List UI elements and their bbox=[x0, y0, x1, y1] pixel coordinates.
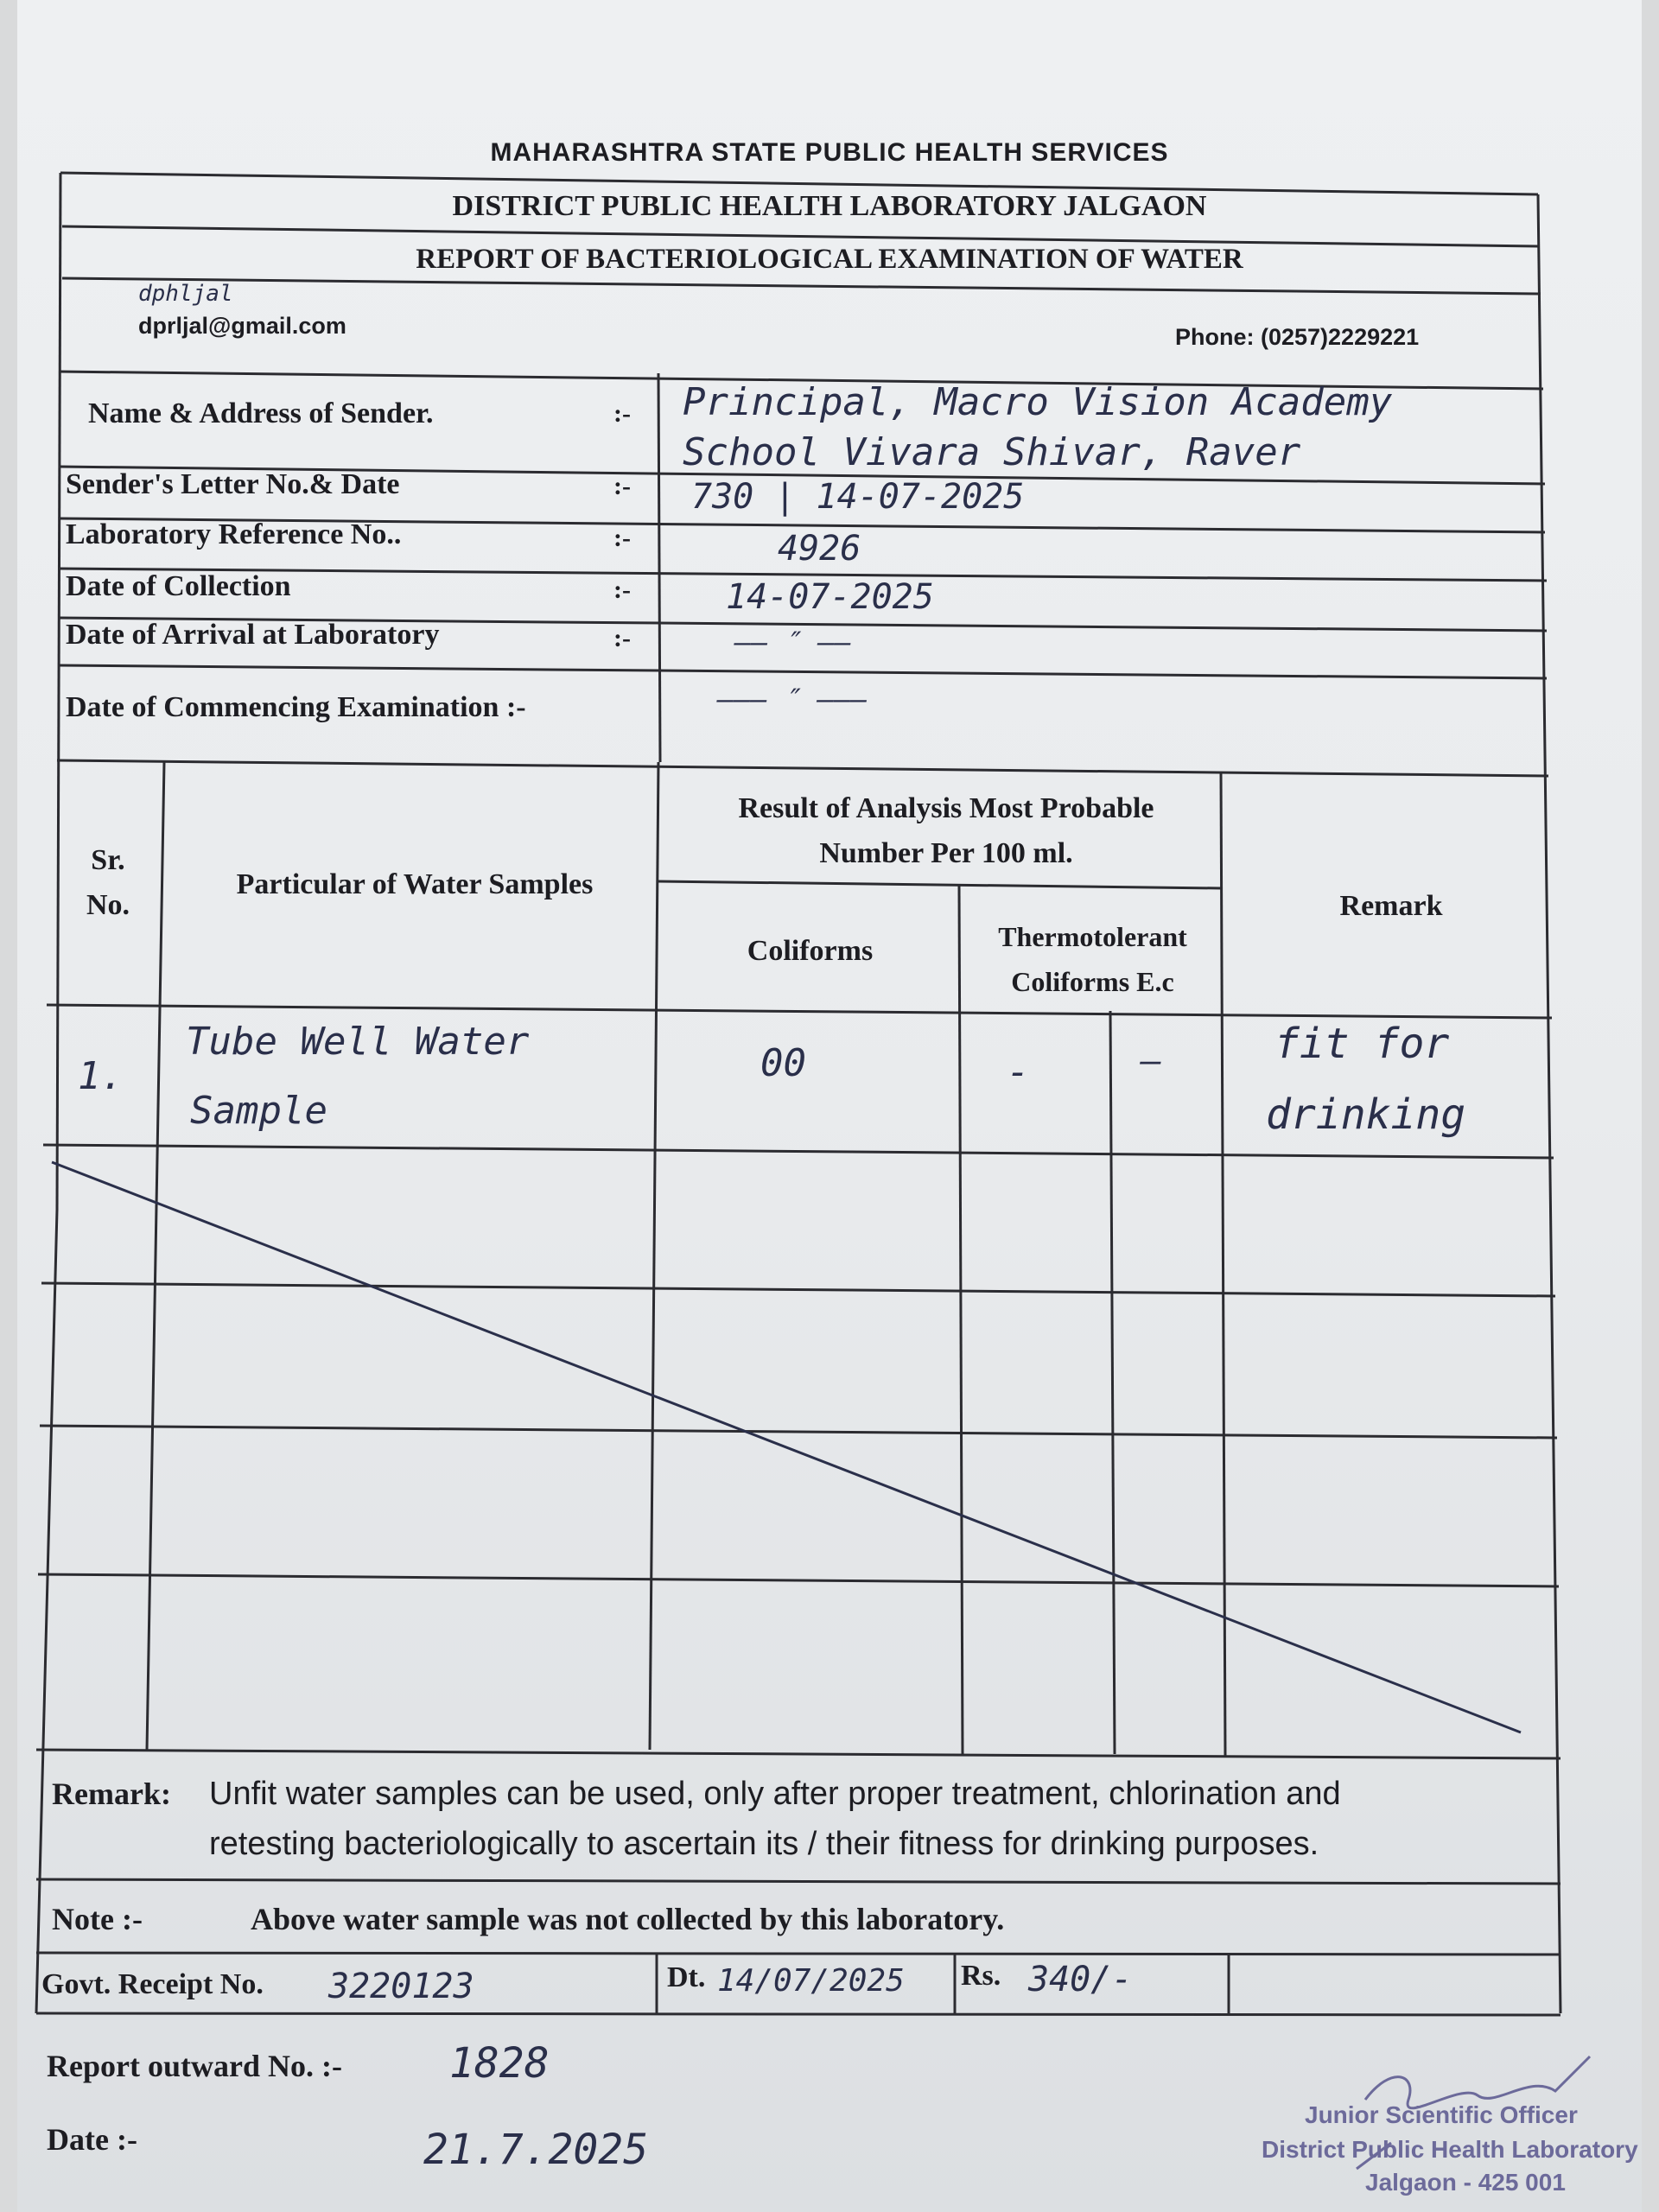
lab-ref-value: 4926 bbox=[778, 529, 861, 569]
handwritten-tag: dphljal bbox=[138, 281, 233, 307]
email-text: dprljal@gmail.com bbox=[138, 313, 346, 339]
note-label: Note :- bbox=[52, 1902, 143, 1936]
receipt-value: 3220123 bbox=[328, 1967, 474, 2006]
row1-particular-line1: Tube Well Water bbox=[186, 1020, 530, 1064]
stamp-line2: District Public Health Laboratory bbox=[1262, 2136, 1638, 2163]
commencing-label: Date of Commencing Examination :- bbox=[66, 691, 526, 723]
letter-value: 730 | 14-07-2025 bbox=[691, 477, 1025, 517]
row1-particular-line2: Sample bbox=[190, 1089, 327, 1133]
col-sr: Sr. bbox=[91, 844, 125, 876]
date-label: Date :- bbox=[47, 2122, 137, 2157]
receipt-amount-value: 340/- bbox=[1028, 1960, 1133, 1999]
col-result-line1: Result of Analysis Most Probable bbox=[738, 792, 1154, 824]
sender-label: Name & Address of Sender. bbox=[88, 397, 434, 429]
outward-label: Report outward No. :- bbox=[47, 2049, 342, 2083]
row1-remark-line2: drinking bbox=[1266, 1090, 1466, 1139]
receipt-date-value: 14/07/2025 bbox=[717, 1963, 905, 1999]
arrival-value: —— ″ —— bbox=[734, 626, 851, 658]
row1-ecoli: — bbox=[1141, 1041, 1162, 1081]
collection-sep: :- bbox=[613, 575, 631, 604]
letter-sep: :- bbox=[613, 472, 631, 500]
row1-thermo: - bbox=[1007, 1050, 1030, 1094]
remark-line1: Unfit water samples can be used, only after proper treatment, chlorination and bbox=[209, 1776, 1341, 1812]
col-thermo bbox=[961, 914, 1224, 1004]
col-particular: Particular of Water Samples bbox=[236, 868, 594, 900]
col-thermo-line1: Thermotolerant bbox=[998, 921, 1187, 952]
arrival-sep: :- bbox=[613, 624, 631, 652]
sender-value-line1: Principal, Macro Vision Academy bbox=[683, 380, 1393, 424]
lab-name: DISTRICT PUBLIC HEALTH LABORATORY JALGAON bbox=[452, 190, 1207, 222]
arrival-label: Date of Arrival at Laboratory bbox=[66, 619, 440, 651]
phone-text: Phone: (0257)2229221 bbox=[1175, 324, 1420, 350]
report-title: REPORT OF BACTERIOLOGICAL EXAMINATION OF WATER bbox=[416, 244, 1243, 275]
collection-value: 14-07-2025 bbox=[726, 577, 934, 617]
stamp-line1: Junior Scientific Officer bbox=[1305, 2101, 1578, 2128]
top-title: MAHARASHTRA STATE PUBLIC HEALTH SERVICES bbox=[490, 138, 1169, 167]
commencing-value: ——— ″ ——— bbox=[717, 683, 868, 715]
stamp-line3: Jalgaon - 425 001 bbox=[1365, 2169, 1566, 2196]
row1-coliforms: 00 bbox=[760, 1041, 806, 1085]
remark-line2: retesting bacteriologically to ascertain its / their fitness for drinking purposes. bbox=[209, 1826, 1319, 1862]
receipt-amount-label: Rs. bbox=[961, 1960, 1001, 1992]
row1-remark-line1: fit for bbox=[1274, 1020, 1450, 1068]
col-coliforms: Coliforms bbox=[747, 935, 874, 967]
col-result bbox=[661, 786, 1231, 876]
col-thermo-line2: Coliforms E.c bbox=[1011, 966, 1174, 997]
lab-ref-sep: :- bbox=[613, 524, 631, 552]
outward-value: 1828 bbox=[449, 2039, 550, 2088]
lab-ref-label: Laboratory Reference No.. bbox=[66, 518, 402, 550]
note-text: Above water sample was not collected by this laboratory. bbox=[251, 1902, 1005, 1936]
date-value: 21.7.2025 bbox=[423, 2126, 649, 2174]
col-remark: Remark bbox=[1339, 890, 1443, 922]
col-no: No. bbox=[86, 889, 130, 921]
document-page bbox=[17, 0, 1642, 2212]
letter-label: Sender's Letter No.& Date bbox=[66, 468, 400, 500]
sender-value-line2: School Vivara Shivar, Raver bbox=[683, 430, 1301, 474]
col-sr-no bbox=[60, 838, 156, 928]
collection-label: Date of Collection bbox=[66, 570, 291, 602]
row1-sr: 1. bbox=[78, 1054, 124, 1098]
receipt-date-label: Dt. bbox=[667, 1961, 706, 1993]
receipt-label: Govt. Receipt No. bbox=[41, 1968, 264, 2000]
col-result-line2: Number Per 100 ml. bbox=[819, 837, 1073, 869]
sender-sep: :- bbox=[613, 399, 631, 428]
remark-label: Remark: bbox=[52, 1777, 171, 1811]
